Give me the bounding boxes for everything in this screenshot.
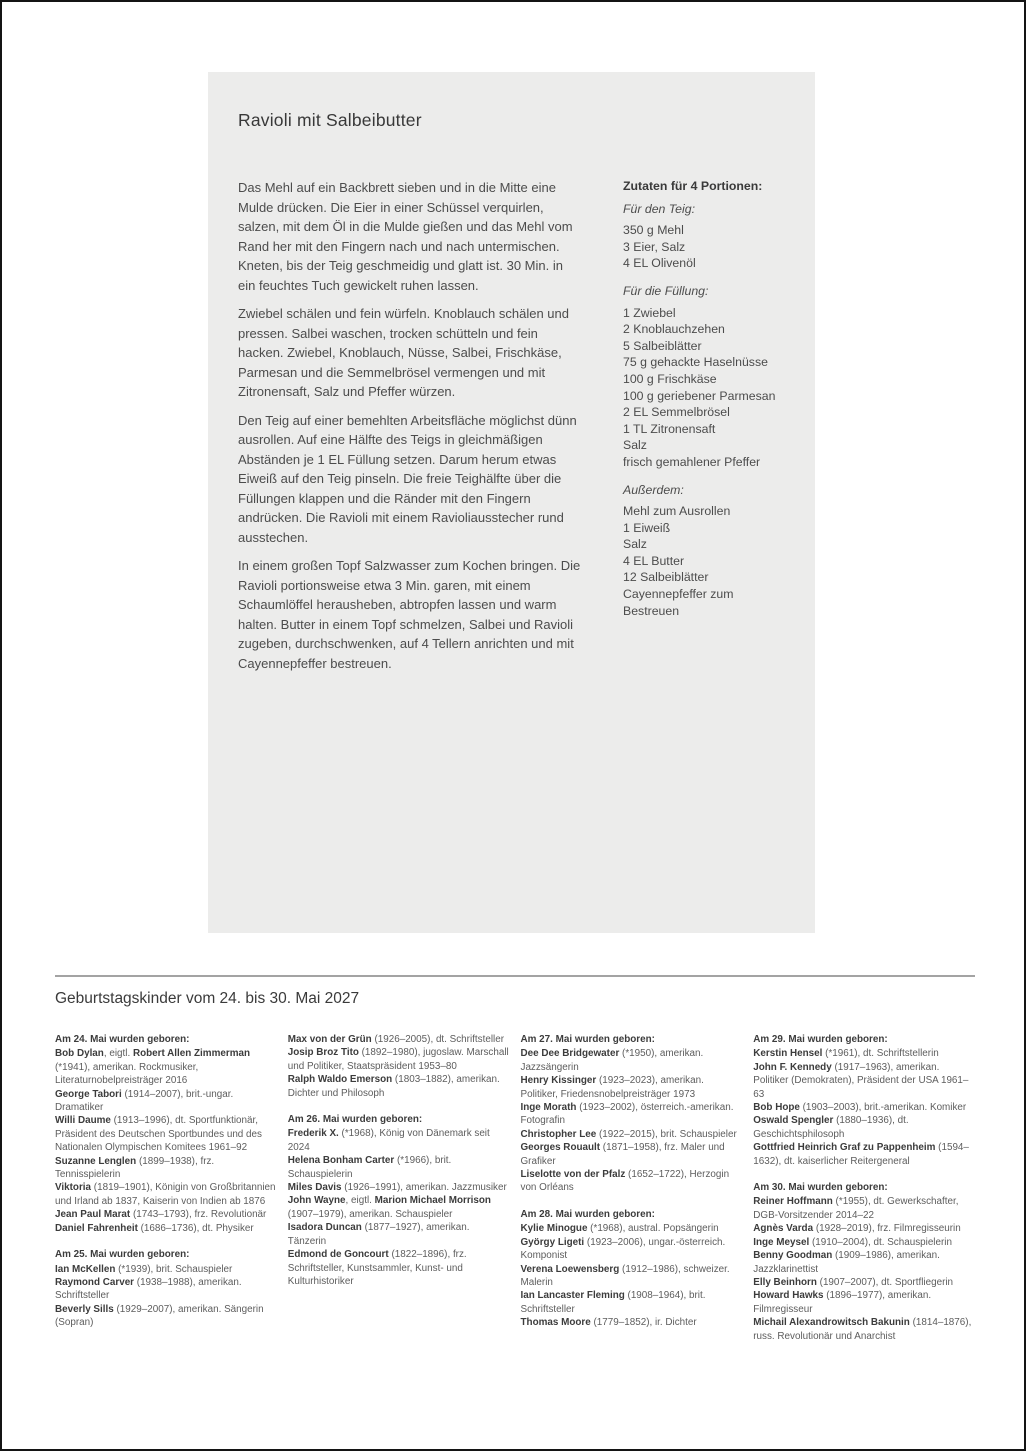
ingredient-item: Cayennepfeffer zum Bestreuen: [623, 587, 734, 618]
recipe-card: [208, 72, 815, 933]
birthday-entry: Thomas Moore (1779–1852), ir. Dichter: [520, 1317, 697, 1329]
birthday-entry: Kylie Minogue (*1968), austral. Popsängerin: [520, 1223, 719, 1235]
birthday-entry: Frederik X. (*1968), König von Dänemark seit 2024: [287, 1128, 490, 1153]
birthday-entry: Jean Paul Marat (1743–1793), frz. Revolutionär: [55, 1209, 267, 1221]
birthday-entry: Edmond de Goncourt (1822–1896), frz. Schriftsteller, Kunstsammler, Kunst- und Kulturhistoriker: [287, 1249, 467, 1287]
birthday-entry: György Ligeti (1923–2006), ungar.-österreich. Komponist: [520, 1236, 726, 1262]
ingredient-item: 1 Eiweiß: [623, 520, 671, 535]
ingredient-group: [623, 282, 785, 471]
birthday-entry: Howard Hawks (1896–1977), amerikan. Filmregisseur: [753, 1290, 932, 1315]
divider-rule: [55, 975, 975, 977]
birthday-entry: Viktoria (1819–1901), Königin von Großbritannien und Irland ab 1837, Kaiserin von Indien ab 1876: [55, 1182, 276, 1207]
ingredient-group-label: Für die Füllung:: [623, 283, 709, 298]
birthday-entry: Gottfried Heinrich Graf zu Pappenheim (1594–1632), dt. kaiserlicher Reitergeneral: [753, 1142, 969, 1167]
ingredient-group: [623, 200, 785, 272]
birthday-entry: Agnès Varda (1928–2019), frz. Filmregisseurin: [753, 1223, 961, 1235]
ingredient-item: Salz: [623, 537, 647, 552]
birthday-entry: Elly Beinhorn (1907–2007), dt. Sportfliegerin: [753, 1276, 954, 1288]
birthday-entry: Reiner Hoffmann (*1955), dt. Gewerkschafter, DGB-Vorsitzender 2014–22: [753, 1196, 959, 1221]
birthday-column: [521, 1033, 743, 1343]
birthday-day-heading: Am 25. Mai wurden geboren:: [55, 1249, 190, 1261]
birthday-entry: Ian McKellen (*1939), brit. Schauspieler: [55, 1263, 233, 1275]
birthday-entry: Oswald Spengler (1880–1936), dt. Geschichtsphilosoph: [753, 1115, 909, 1140]
birthday-day-heading: Am 26. Mai wurden geboren:: [287, 1114, 423, 1126]
ingredient-item: 4 EL Olivenöl: [623, 256, 696, 271]
recipe-paragraph: In einem großen Topf Salzwasser zum Kochen bringen. Die Ravioli portionsweise etwa 3 Min. garen, mit einem Schaumlöffel herausheben, abtropfen lassen und warm halten. Butter in einem Topf schmelzen, Salbei und Ravioli zugeben, durchschwenken, auf 4 Tellern anrichten und mit Cayennepfeffer bestreuen.: [238, 558, 581, 671]
ingredient-groups: [623, 200, 785, 620]
birthday-entry: Raymond Carver (1938–1988), amerikan. Schriftsteller: [55, 1276, 242, 1302]
birthday-entry: Beverly Sills (1929–2007), amerikan. Sängerin (Sopran): [55, 1303, 264, 1329]
birthday-entry: Christopher Lee (1922–2015), brit. Schauspieler: [520, 1128, 737, 1140]
ingredient-group-label: Außerdem:: [623, 482, 684, 497]
ingredient-item: 3 Eier, Salz: [623, 239, 686, 254]
birthday-entry: Liselotte von der Pfalz (1652–1722), Herzogin von Orléans: [520, 1169, 730, 1194]
ingredient-item: frisch gemahlener Pfeffer: [623, 454, 761, 469]
birthday-entry: Daniel Fahrenheit (1686–1736), dt. Physiker: [55, 1222, 254, 1234]
birthday-entry: Kerstin Hensel (*1961), dt. Schriftstellerin: [753, 1048, 939, 1060]
ingredients-panel: [623, 178, 785, 682]
ingredients-heading: Zutaten für 4 Portionen:: [623, 179, 763, 193]
ingredient-item: 1 Zwiebel: [623, 305, 676, 320]
ingredient-item: 2 Knoblauchzehen: [623, 322, 725, 337]
ingredient-item: 100 g geriebener Parmesan: [623, 388, 776, 403]
birthday-day-heading: Am 24. Mai wurden geboren:: [55, 1034, 190, 1045]
recipe-instructions: [238, 178, 583, 682]
birthday-entry: Inge Morath (1923–2002), österreich.-amerikan. Fotografin: [520, 1102, 734, 1127]
ingredient-item: 1 TL Zitronensaft: [623, 421, 716, 436]
birthday-day-heading: Am 30. Mai wurden geboren:: [753, 1182, 888, 1194]
birthday-day-heading: Am 29. Mai wurden geboren:: [753, 1034, 888, 1045]
birthday-column: [55, 1033, 277, 1343]
birthday-entry: Ralph Waldo Emerson (1803–1882), amerikan. Dichter und Philosoph: [287, 1074, 500, 1099]
ingredient-item: 2 EL Semmelbrösel: [623, 405, 730, 420]
birthdays-title: Geburtstagskinder vom 24. bis 30. Mai 2027: [55, 990, 360, 1007]
ingredient-item: Salz: [623, 438, 647, 453]
birthday-entry: Benny Goodman (1909–1986), amerikan. Jazzklarinettist: [753, 1250, 940, 1275]
ingredient-item: 350 g Mehl: [623, 223, 684, 238]
birthday-entry: Dee Dee Bridgewater (*1950), amerikan. Jazzsängerin: [520, 1048, 704, 1073]
birthday-entry: Suzanne Lenglen (1899–1938), frz. Tennisspielerin: [55, 1155, 215, 1181]
birthday-entry: Michail Alexandrowitsch Bakunin (1814–1876), russ. Revolutionär und Anarchist: [753, 1317, 972, 1342]
ingredient-item: 100 g Frischkäse: [623, 371, 717, 386]
birthday-entry: Ian Lancaster Fleming (1908–1964), brit. Schriftsteller: [520, 1290, 706, 1315]
recipe-paragraph: Den Teig auf einer bemehlten Arbeitsfläche möglichst dünn ausrollen. Auf eine Hälfte des Teigs in gleichmäßigen Abständen je 1 EL Füllung setzen. Darum herum etwas Eiweiß auf den Teig pinseln. Die freie Teighälfte über die Füllungen klappen und die Ränder mit den Fingern andrücken. Die Ravioli mit einem Ravioliausstecher rund ausstechen.: [238, 412, 577, 545]
recipe-paragraph: Das Mehl auf ein Backbrett sieben und in die Mitte eine Mulde drücken. Die Eier in einer Schüssel verquirlen, salzen, mit dem Öl in die Mulde gießen und das Mehl vom Rand her mit den Fingern nach und nach untermischen. Kneten, bis der Teig geschmeidig und glatt ist. 30 Min. in ein feuchtes Tuch gewickelt ruhen lassen.: [238, 180, 573, 293]
ingredient-item: 4 EL Butter: [623, 553, 685, 568]
ingredient-item: 5 Salbeiblätter: [623, 338, 702, 353]
birthday-entry: Bob Hope (1903–2003), brit.-amerikan. Komiker: [753, 1102, 967, 1114]
ingredient-item: 75 g gehackte Haselnüsse: [623, 355, 768, 370]
birthday-entry: John F. Kennedy (1917–1963), amerikan. Politiker (Demokraten), Präsident der USA 1961–63: [753, 1061, 969, 1100]
recipe-title: Ravioli mit Salbeibutter: [238, 110, 422, 130]
birthday-day-heading: Am 27. Mai wurden geboren:: [520, 1034, 655, 1045]
birthday-day-heading: Am 28. Mai wurden geboren:: [520, 1208, 655, 1220]
ingredient-item: 12 Salbeiblätter: [623, 570, 709, 585]
ingredient-group-label: Für den Teig:: [623, 201, 696, 216]
ingredient-group: [623, 481, 785, 620]
birthday-entry: Georges Rouault (1871–1958), frz. Maler und Grafiker: [520, 1142, 725, 1167]
birthday-columns: [55, 1033, 975, 1343]
birthday-column: [753, 1033, 975, 1343]
birthday-entry: Inge Meysel (1910–2004), dt. Schauspielerin: [753, 1236, 952, 1248]
birthday-entry: Helena Bonham Carter (*1966), brit. Schauspielerin: [287, 1155, 452, 1180]
birthday-entry: George Tabori (1914–2007), brit.-ungar. Dramatiker: [55, 1088, 234, 1114]
birthday-entry: John Wayne, eigtl. Marion Michael Morrison (1907–1979), amerikan. Schauspieler: [287, 1195, 491, 1220]
birthday-entry: Isadora Duncan (1877–1927), amerikan. Tänzerin: [287, 1222, 470, 1247]
birthday-entry: Miles Davis (1926–1991), amerikan. Jazzmusiker: [287, 1182, 507, 1194]
birthday-entry: Bob Dylan, eigtl. Robert Allen Zimmerman (*1941), amerikan. Rockmusiker, Literaturnobelpreisträger 2016: [55, 1048, 250, 1087]
ingredient-item: Mehl zum Ausrollen: [623, 504, 731, 519]
birthday-entry: Henry Kissinger (1923–2023), amerikan. Politiker, Friedensnobelpreisträger 1973: [520, 1075, 704, 1100]
birthday-entry: Max von der Grün (1926–2005), dt. Schriftsteller: [287, 1034, 504, 1045]
birthday-entry: Josip Broz Tito (1892–1980), jugoslaw. Marschall und Politiker, Staatspräsident 1953–80: [287, 1047, 509, 1072]
recipe-columns: [238, 178, 785, 682]
birthday-entry: Verena Loewensberg (1912–1986), schweizer. Malerin: [520, 1263, 730, 1288]
recipe-paragraph: Zwiebel schälen und fein würfeln. Knoblauch schälen und pressen. Salbei waschen, trocken schütteln und fein hacken. Zwiebel, Knoblauch, Nüsse, Salbei, Frischkäse, Parmesan und die Semmelbrösel vermengen und mit Zitronensaft, Salz und Pfeffer würzen.: [238, 306, 569, 399]
birthday-column: [288, 1033, 510, 1343]
birthdays-section: [55, 975, 975, 1343]
birthday-entry: Willi Daume (1913–1996), dt. Sportfunktionär, Präsident des Deutschen Sportbundes und des Nationalen Olympischen Komitees 1961–92: [55, 1115, 262, 1154]
